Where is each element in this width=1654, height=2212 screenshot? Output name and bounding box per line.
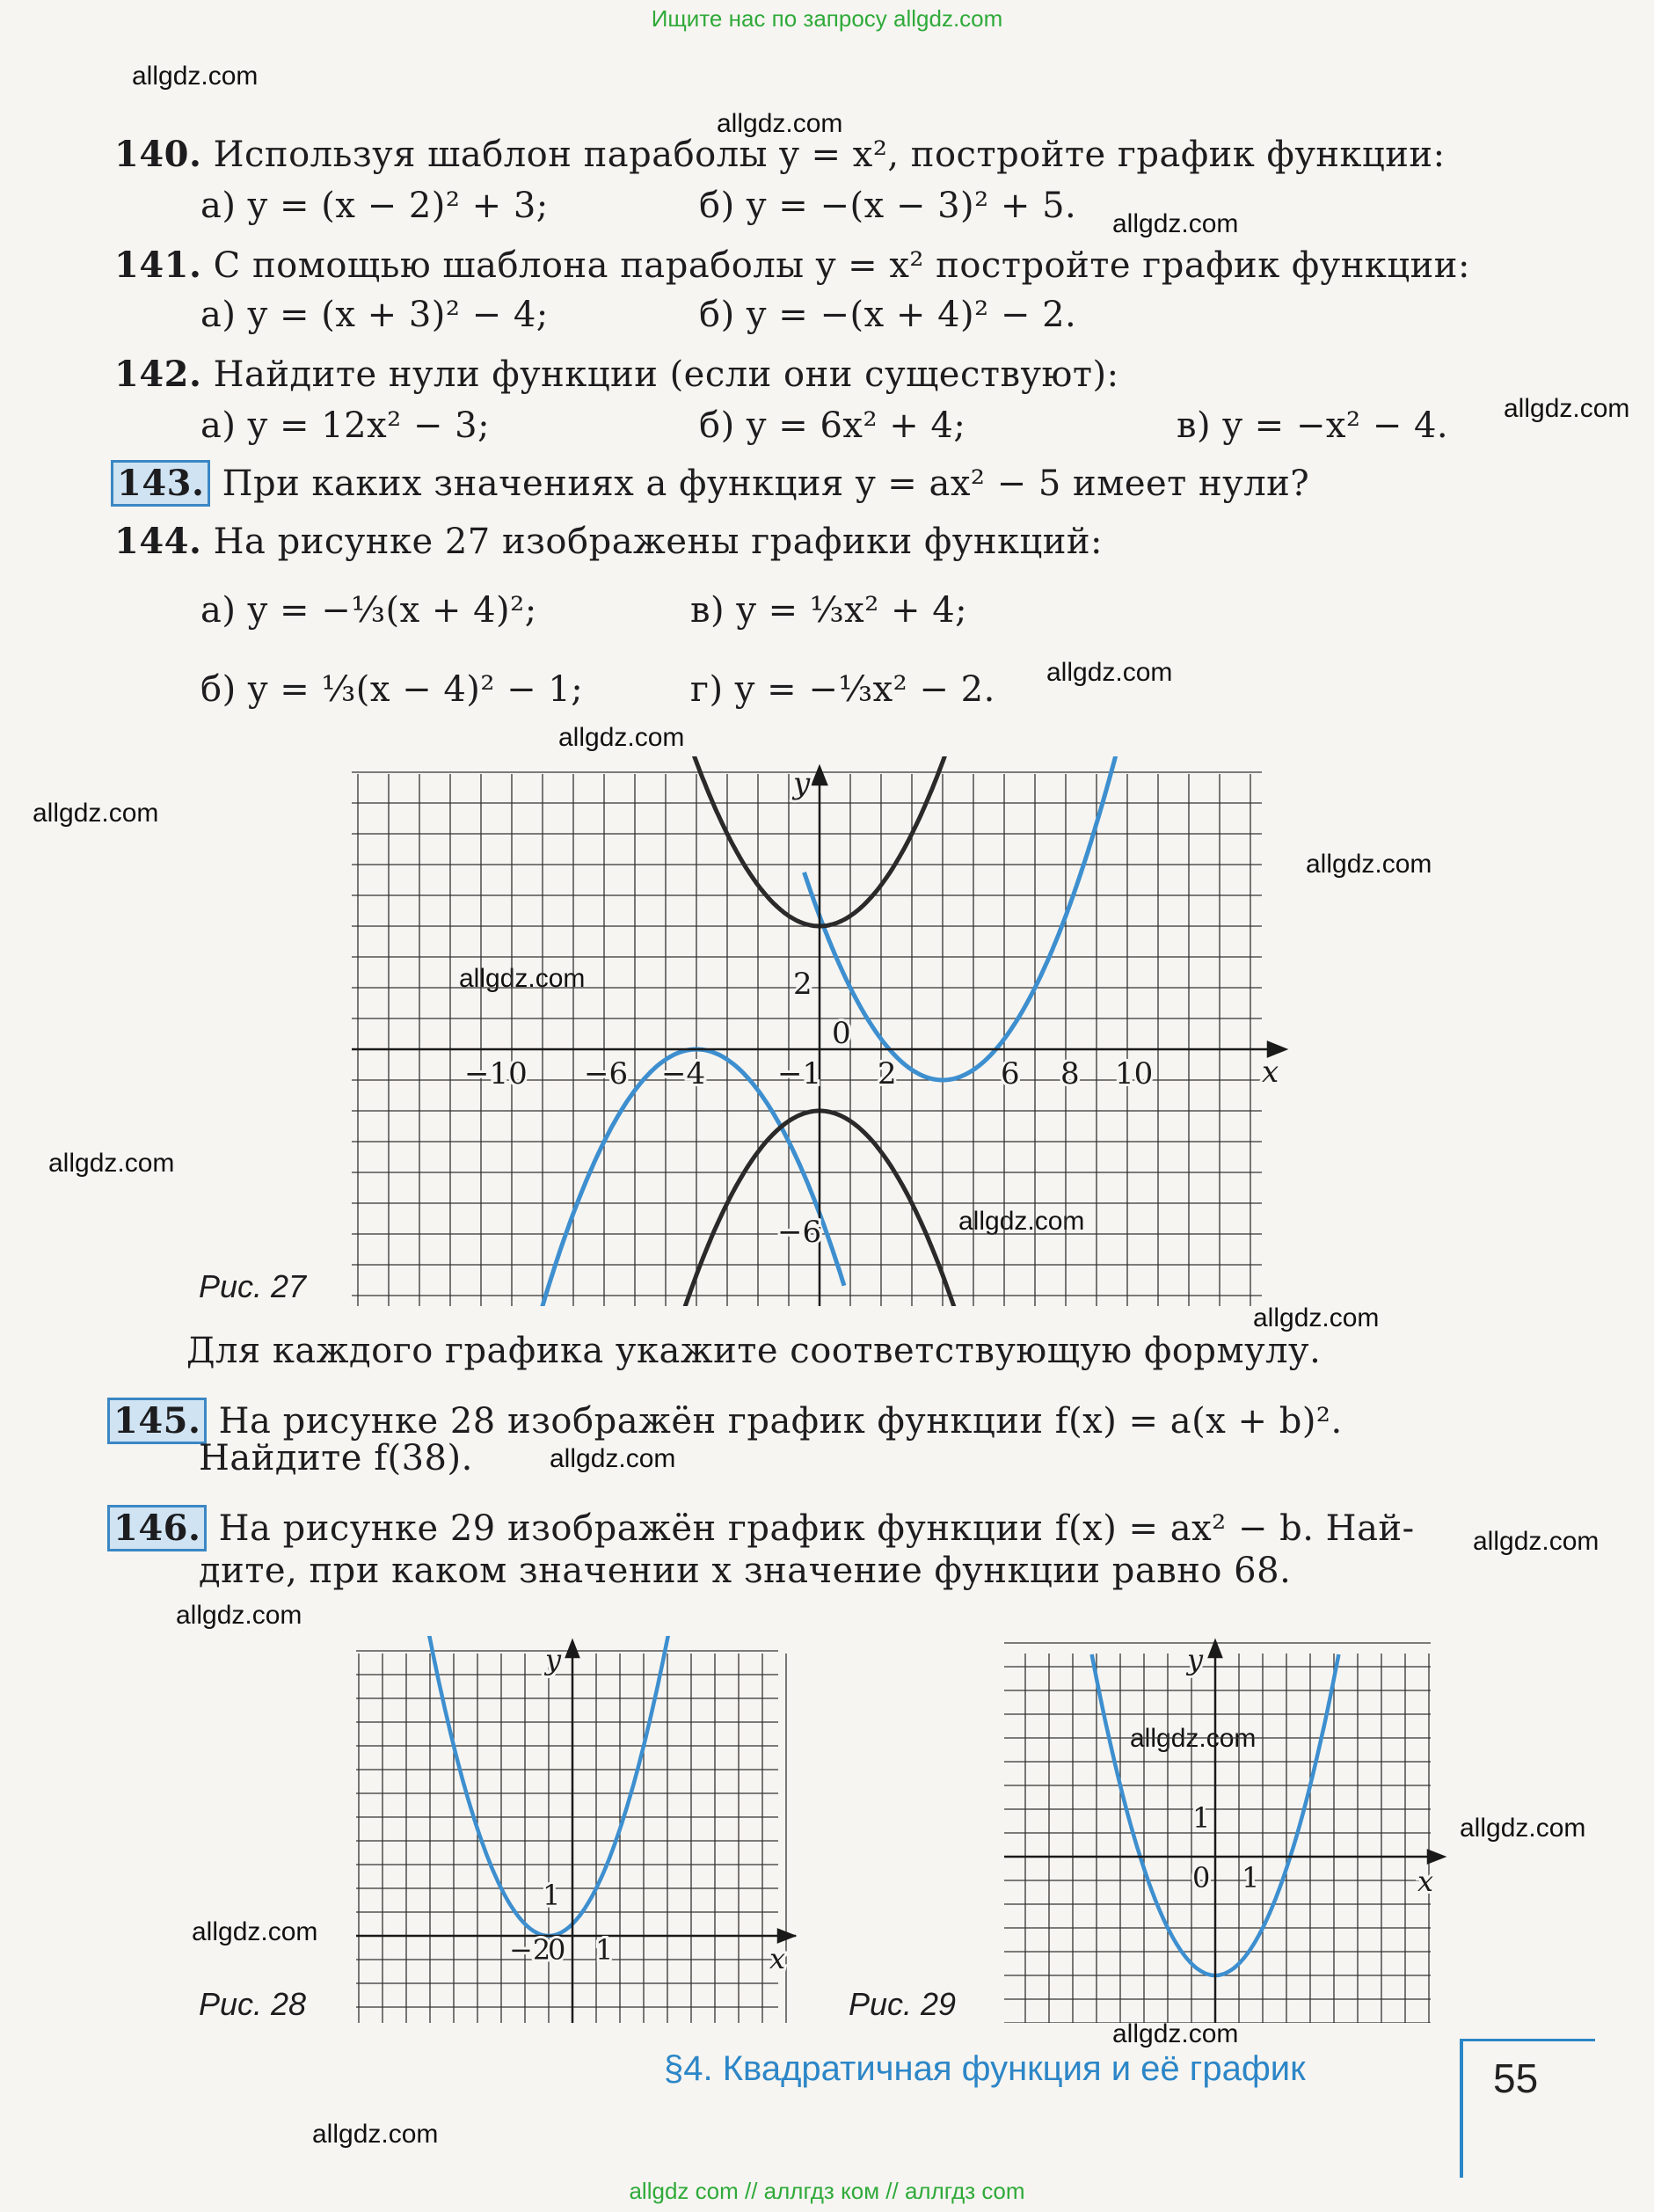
watermark: allgdz.com: [1504, 394, 1630, 423]
x-axis-label: x: [1262, 1055, 1279, 1090]
figure-28: [356, 1636, 800, 2023]
watermark: allgdz.com: [33, 799, 159, 828]
x-tick-label: 8: [1060, 1056, 1080, 1091]
problem-145: 145. На рисунке 28 изображён график функции f(x) = a(x + b)².: [107, 1400, 1343, 1442]
x-tick-label: −2: [509, 1933, 551, 1967]
watermark: allgdz.com: [459, 964, 586, 993]
figure-29-caption: Рис. 29: [849, 1986, 957, 2022]
figure-27-caption: Рис. 27: [199, 1268, 307, 1304]
x-tick-label: 2: [878, 1056, 897, 1091]
y-tick-label: 2: [793, 967, 812, 1002]
problem-142: 142. Найдите нули функции (если они существуют):: [114, 354, 1119, 395]
problem-141-b: б) y = −(x + 4)² − 2.: [699, 295, 1077, 335]
problem-144-v: в) y = ⅓x² + 4;: [690, 590, 968, 631]
watermark: allgdz.com: [192, 1917, 318, 1946]
x-tick-label: 1: [1242, 1861, 1260, 1894]
y-axis-arrow: [566, 1641, 579, 1657]
y-axis-arrow: [1209, 1641, 1221, 1657]
problem-146: 146. На рисунке 29 изображён график функции f(x) = ax² − b. Най-: [107, 1508, 1415, 1550]
watermark: allgdz.com: [132, 62, 259, 91]
problem-140-b: б) y = −(x − 3)² + 5.: [699, 186, 1077, 226]
watermark: allgdz.com: [558, 723, 685, 752]
problem-143: 143. При каких значениях a функция y = ax² − 5 имеет нули?: [111, 463, 1309, 505]
x-tick-label: −1: [777, 1056, 822, 1091]
page-number: 55: [1493, 2055, 1539, 2101]
y-tick-label: 1: [543, 1879, 561, 1912]
watermark: allgdz.com: [1112, 209, 1239, 238]
problem-number-box: 145.: [107, 1398, 207, 1444]
problem-146-line2: дите, при каком значении x значение функции равно 68.: [199, 1551, 1292, 1591]
problem-145-line2: Найдите f(38).: [199, 1438, 473, 1478]
x-axis-arrow: [1428, 1851, 1444, 1863]
figure-29: [1004, 1636, 1451, 2023]
problem-142-c: в) y = −x² − 4.: [1177, 405, 1449, 446]
footer-divider: [1463, 2039, 1595, 2041]
problem-144-g: г) y = −⅓x² − 2.: [690, 669, 995, 710]
watermark: allgdz.com: [312, 2120, 439, 2149]
problem-141: 141. С помощью шаблона параболы y = x² постройте график функции:: [114, 245, 1470, 286]
problem-142-a: а) y = 12x² − 3;: [200, 405, 491, 446]
watermark: allgdz.com: [1046, 658, 1173, 687]
problem-144: 144. На рисунке 27 изображены графики функций:: [114, 521, 1103, 562]
figure-27: [352, 756, 1297, 1306]
footer-divider: [1460, 2039, 1463, 2178]
x-tick-label: −6: [584, 1056, 629, 1091]
problem-144-a: а) y = −⅓(x + 4)²;: [200, 590, 537, 631]
x-axis-label: x: [1417, 1865, 1434, 1898]
top-banner[interactable]: Ищите нас по запросу allgdz.com: [651, 5, 1003, 32]
grid: [1004, 1643, 1434, 2023]
problem-144-after: Для каждого графика укажите соответствующую формулу.: [186, 1331, 1322, 1371]
section-title: §4. Квадратичная функция и её график: [664, 2049, 1306, 2088]
problem-140: 140. Используя шаблон параболы y = x², постройте график функции:: [114, 134, 1446, 175]
watermark: allgdz.com: [1473, 1527, 1599, 1556]
watermark: allgdz.com: [1253, 1303, 1380, 1332]
watermark: allgdz.com: [1112, 2019, 1239, 2048]
watermark: allgdz.com: [176, 1601, 302, 1630]
x-tick-label: 1: [595, 1933, 614, 1967]
bottom-banner[interactable]: allgdz com // аллгдз ком // аллгдз com: [629, 2178, 1025, 2204]
x-tick-label: −4: [661, 1056, 706, 1091]
problem-141-a: а) y = (x + 3)² − 4;: [200, 295, 549, 335]
y-axis-arrow: [812, 767, 827, 785]
problem-number-box: 146.: [107, 1505, 207, 1551]
watermark: allgdz.com: [1460, 1814, 1586, 1843]
y-axis-label: y: [793, 766, 811, 801]
problem-142-b: б) y = 6x² + 4;: [699, 405, 966, 446]
y-tick-label: −6: [777, 1215, 822, 1250]
parabola-b: [805, 756, 1131, 1080]
y-tick-label: 1: [1192, 1801, 1211, 1835]
x-axis-label: x: [769, 1942, 786, 1975]
grid: [356, 1651, 786, 2023]
curves: [356, 1636, 703, 1936]
parabola-v: [669, 756, 952, 926]
watermark: allgdz.com: [717, 109, 843, 138]
x-tick-label: 6: [1001, 1056, 1020, 1091]
problem-140-a: а) y = (x − 2)² + 3;: [200, 186, 549, 226]
watermark: allgdz.com: [1306, 850, 1432, 879]
y-axis-label: y: [1187, 1643, 1204, 1676]
watermark: allgdz.com: [48, 1149, 175, 1178]
x-tick-label: 10: [1115, 1056, 1154, 1091]
origin-label: 0: [1192, 1861, 1211, 1894]
x-tick-label: −10: [464, 1056, 528, 1091]
problem-144-b: б) y = ⅓(x − 4)² − 1;: [200, 669, 584, 710]
origin-label: 0: [548, 1933, 566, 1967]
watermark: allgdz.com: [958, 1207, 1085, 1236]
parabola: [356, 1636, 703, 1936]
watermark: allgdz.com: [1130, 1724, 1257, 1753]
y-axis-label: y: [545, 1643, 562, 1676]
figure-28-caption: Рис. 28: [199, 1986, 307, 2022]
origin-label: 0: [832, 1016, 851, 1051]
problem-number-box: 143.: [111, 460, 210, 507]
watermark: allgdz.com: [550, 1444, 676, 1473]
